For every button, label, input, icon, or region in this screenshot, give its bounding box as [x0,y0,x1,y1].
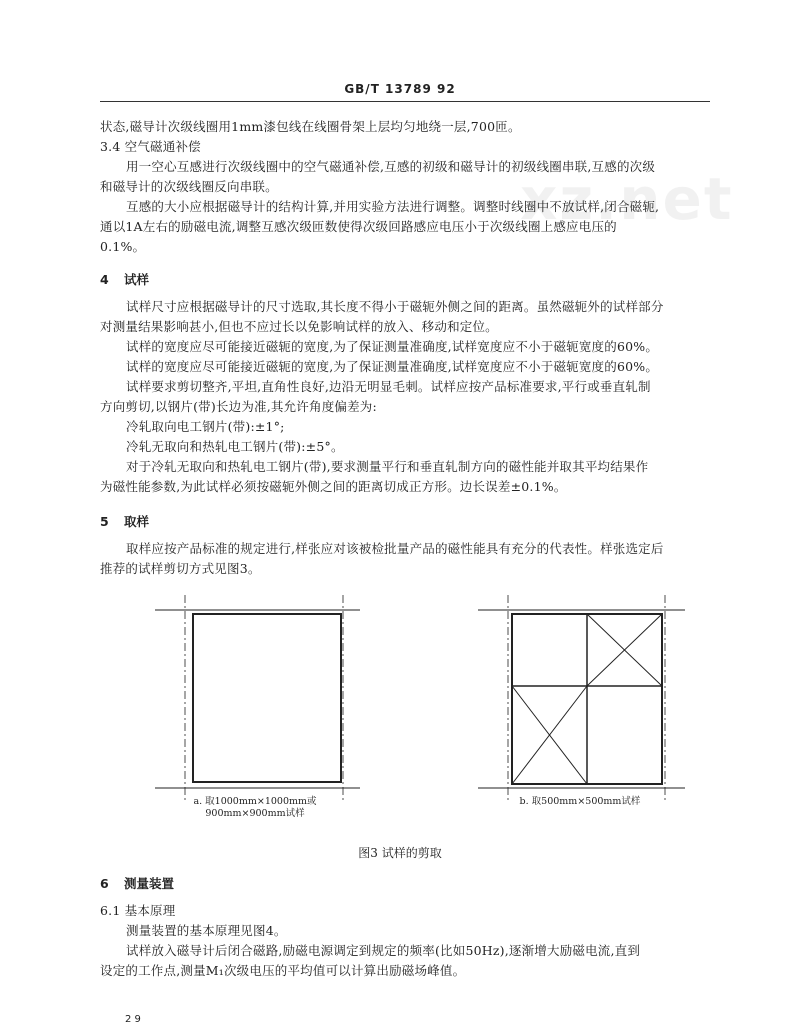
paragraph-line: 对于冷轧无取向和热轧电工钢片(带),要求测量平行和垂直轧制方向的磁性能并取其平均结果作 [126,459,649,474]
section-heading-6 [100,874,174,892]
paragraph-line: 和磁导计的次级线圈反向串联。 [100,179,278,194]
paragraph-line: 推荐的试样剪切方式见图3。 [100,561,261,576]
paragraph-line: 互感的大小应根据磁导计的结构计算,并用实验方法进行调整。调整时线圈中不放试样,闭合磁轭, [126,199,660,214]
section-title: 取样 [124,514,150,529]
paragraph-line: 试样尺寸应根据磁导计的尺寸选取,其长度不得小于磁轭外侧之间的距离。虽然磁轭外的试样部分 [126,299,664,314]
watermark: xz.net [520,165,734,233]
page-number: 2 9 [125,1014,141,1025]
figure-caption-a [160,796,350,820]
paragraph-line: 方向剪切,以钢片(带)长边为准,其允许角度偏差为: [100,399,377,414]
caption-line: a. 取1000mm×1000mm或 [193,796,317,807]
figure-3a [155,595,360,800]
paragraph-line: 试样放入磁导计后闭合磁路,励磁电源调定到规定的频率(比如50Hz),逐渐增大励磁电流,直到 [126,943,641,958]
section-title: 测量装置 [124,876,175,891]
paragraph-line: 设定的工作点,测量M₁次级电压的平均值可以计算出励磁场峰值。 [100,963,466,978]
section-number: 4 [100,272,109,287]
paragraph-line: 通以1A左右的励磁电流,调整互感次级匝数使得次级回路感应电压小于次级线圈上感应电压的 [100,219,617,234]
paragraph-line: 试样的宽度应尽可能接近磁轭的宽度,为了保证测量准确度,试样宽度应不小于磁轭宽度的60%。 [126,359,659,374]
paragraph-line: 试样的宽度应尽可能接近磁轭的宽度,为了保证测量准确度,试样宽度应不小于磁轭宽度的60%。 [126,339,659,354]
figure-caption-b: b. 取500mm×500mm试样 [519,796,641,807]
section-title: 试样 [124,272,150,287]
paragraph-line: 取样应按产品标准的规定进行,样张应对该被检批量产品的磁性能具有充分的代表性。样张选定后 [126,541,664,556]
paragraph-line: 为磁性能参数,为此试样必须按磁轭外侧之间的距离切成正方形。边长误差±0.1%。 [100,479,567,494]
subsection-heading: 3.4 空气磁通补偿 [100,139,201,154]
figure-3b [478,595,685,800]
paragraph-line: 冷轧取向电工钢片(带):±1°; [126,419,285,434]
section-heading-5 [100,512,149,530]
header-rule [100,101,710,102]
caption-line: 900mm×900mm试样 [205,808,305,819]
paragraph-line: 状态,磁导计次级线圈用1mm漆包线在线圈骨架上层均匀地绕一层,700匝。 [100,119,521,134]
paragraph-line: 试样要求剪切整齐,平坦,直角性良好,边沿无明显毛刺。试样应按产品标准要求,平行或垂直轧制 [126,379,651,394]
paragraph-line: 测量装置的基本原理见图4。 [126,923,287,938]
figure-title: 图3 试样的剪取 [358,846,442,860]
section-number: 5 [100,514,109,529]
subsection-heading: 6.1 基本原理 [100,903,176,918]
figure-3 [0,590,800,800]
section-number: 6 [100,876,109,891]
paragraph-line: 用一空心互感进行次级线圈中的空气磁通补偿,互感的初级和磁导计的初级线圈串联,互感的次级 [126,159,656,174]
paragraph-line: 冷轧无取向和热轧电工钢片(带):±5°。 [126,439,344,454]
paragraph-line: 0.1%。 [100,239,146,254]
paragraph-line: 对测量结果影响甚小,但也不应过长以免影响试样的放入、移动和定位。 [100,319,498,334]
section-heading-4 [100,270,149,288]
page-header: GB/T 13789 92 [344,82,456,96]
